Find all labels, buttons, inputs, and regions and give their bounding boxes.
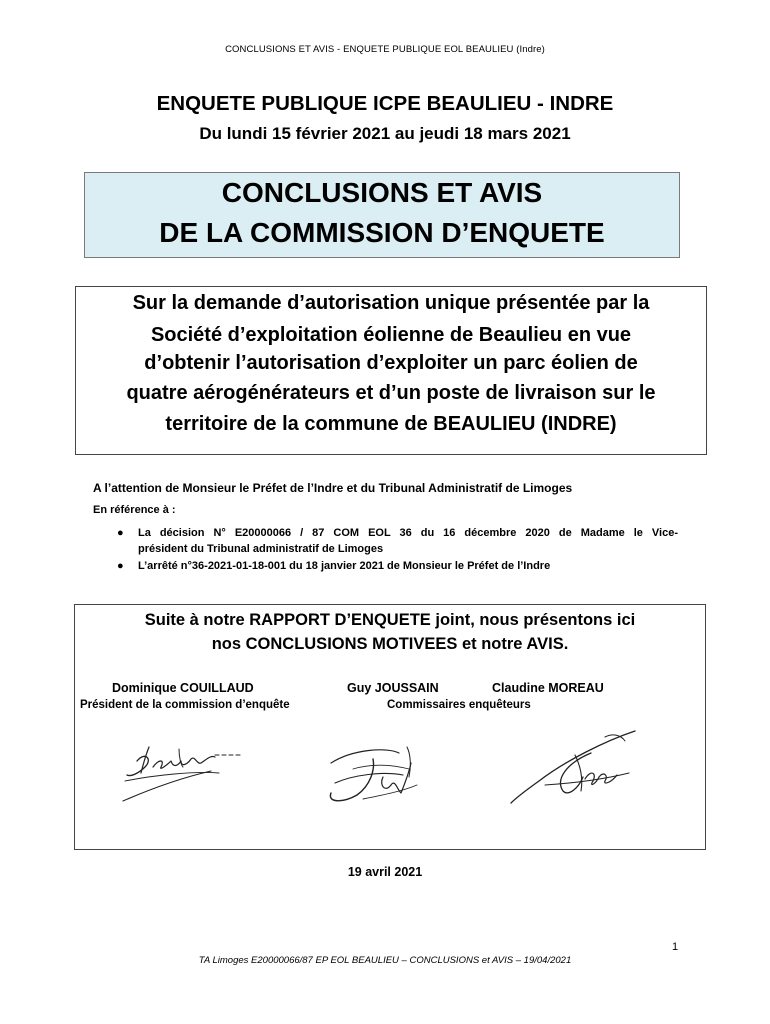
signature-joussain [313,733,443,823]
signatures-box [74,604,706,850]
role-president: Président de la commission d’enquête [80,699,290,711]
signature-moreau [505,725,645,815]
reference-text: L’arrêté n°36-2021-01-18-001 du 18 janvier 2021 de Monsieur le Préfet de l’Indre [138,560,551,572]
reference-item [117,527,677,559]
attention-line: A l’attention de Monsieur le Préfet de l’Indre et du Tribunal Administratif de Limoges [93,481,573,495]
page-number: 1 [672,941,679,953]
request-line: Société d’exploitation éolienne de Beaulieu en vue [150,324,632,346]
request-line: quatre aérogénérateurs et d’un poste de livraison sur le [126,382,656,404]
reference-item [117,560,677,576]
running-header: CONCLUSIONS ET AVIS - ENQUETE PUBLIQUE EOL BEAULIEU (Indre) [225,44,545,55]
request-line: d’obtenir l’autorisation d’exploiter un parc éolien de [144,352,638,374]
page-footer: TA Limoges E20000066/87 EP EOL BEAULIEU – CONCLUSIONS et AVIS – 19/04/2021 [198,955,572,966]
request-summary-box [75,286,707,455]
inquiry-dates: Du lundi 15 février 2021 au jeudi 18 mars 2021 [199,124,571,143]
signatures-intro-line1: Suite à notre RAPPORT D’ENQUETE joint, nous présentons ici [144,611,636,629]
signer-name-joussain: Guy JOUSSAIN [347,681,439,695]
signature-couillaud [115,737,255,807]
signer-name-couillaud: Dominique COUILLAUD [112,681,254,695]
request-line: territoire de la commune de BEAULIEU (INDRE) [165,413,617,435]
reference-text: président du Tribunal administratif de Limoges [138,543,384,555]
signature-date: 19 avril 2021 [347,865,423,879]
conclusions-title-box [84,172,680,258]
reference-text: La décision N° E20000066 / 87 COM EOL 36 du 16 décembre 2020 de Madame le Vice- [138,527,678,539]
conclusions-title-line1: CONCLUSIONS ET AVIS [221,177,543,208]
page-title: ENQUETE PUBLIQUE ICPE BEAULIEU - INDRE [156,92,614,115]
signatures-intro-line2: nos CONCLUSIONS MOTIVEES et notre AVIS. [211,635,569,653]
request-line: Sur la demande d’autorisation unique présentée par la [132,292,650,314]
conclusions-title-line2: DE LA COMMISSION D’ENQUETE [159,217,605,248]
bullet-icon: ● [117,560,124,572]
references-list [117,527,677,576]
role-commissioners: Commissaires enquêteurs [387,699,531,711]
references-label: En référence à : [93,504,176,516]
bullet-icon: ● [117,527,124,539]
signer-name-moreau: Claudine MOREAU [492,681,604,695]
